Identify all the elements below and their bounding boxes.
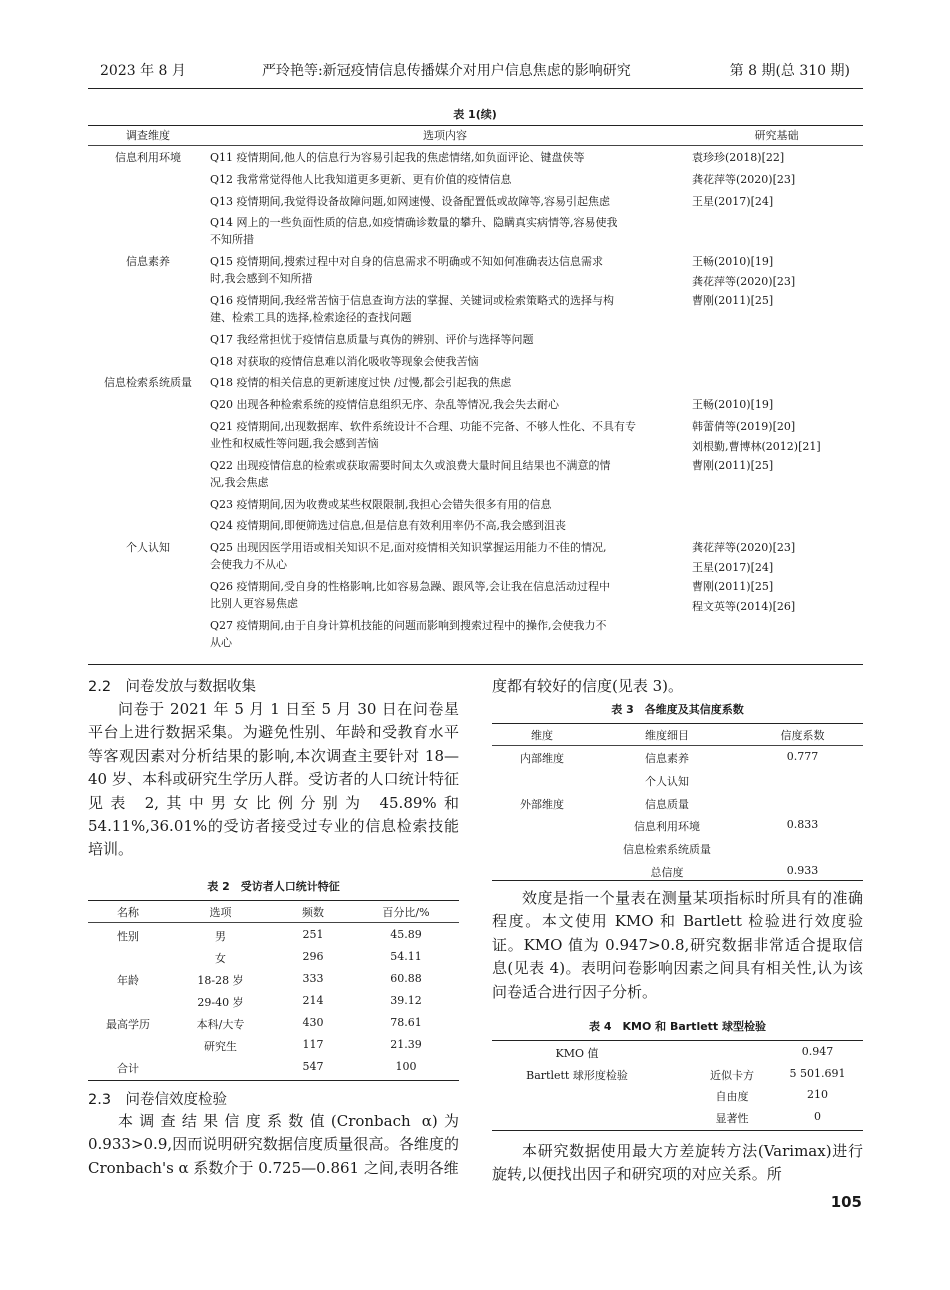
table1-dimension: 个人认知 [126, 541, 170, 555]
table1-bottom-rule [88, 664, 863, 665]
table1-item-line: Q24 疫情期间,即便筛选过信息,但是信息有效利用率仍不高,我会感到沮丧 [210, 519, 566, 533]
table1-reference: 曹刚(2011)[25] [692, 294, 774, 307]
table2-cell: 本科/大专 [196, 1018, 245, 1031]
table2-cell: 18-28 岁 [197, 974, 244, 987]
table1-item-line: 从心 [210, 635, 232, 649]
table1-reference: 王畅(2010)[19] [692, 398, 774, 412]
right-para-top-text: 度都有较好的信度(见表 3)。 [492, 677, 684, 695]
table1-item-line: Q13 疫情期间,我觉得设备故障问题,如网速慢、设备配置低或故障等,容易引起焦虑 [210, 194, 610, 208]
table2-header: 选项 [209, 906, 232, 919]
table1-top-rule [88, 125, 863, 126]
table1-caption: 表 1(续) [453, 108, 497, 121]
table1-item-line: 建、检索工具的选择,检索途径的查找问题 [210, 311, 412, 324]
right-para-bottom-text: 本研究数据使用最大方差旋转方法(Varimax)进行旋转,以便找出因子和研究项的对应关系。所 [492, 1142, 863, 1184]
table4-cell: KMO 值 [555, 1047, 599, 1060]
table1-dimension: 信息检索系统质量 [104, 376, 192, 390]
table1-dimension: 信息利用环境 [115, 151, 181, 164]
table4-cell: 显著性 [715, 1111, 749, 1125]
right-para-mid [492, 887, 863, 1004]
table1-reference: 刘根勤,曹博林(2012)[21] [692, 440, 821, 453]
table2-cell: 男 [215, 930, 226, 943]
table1-reference: 王星(2017)[24] [692, 561, 774, 575]
table2-cell: 39.12 [390, 994, 422, 1007]
table4-cell: 0 [814, 1109, 821, 1123]
table1-dimension: 信息素养 [126, 255, 170, 269]
table1-item-line: 比别人更容易焦虑 [210, 597, 298, 610]
right-para-mid-text: 效度是指一个量表在测量某项指标时所具有的准确程度。本文使用 KMO 和 Bartlett 检验进行效度验证。KMO 值为 0.947>0.8,研究数据非常适合提取信息(见表 4)。表明问卷影响因素之间具有相关性,认为该问卷适合进行因子分析。 [492, 889, 863, 1001]
table2-cell: 性别 [117, 930, 139, 943]
table1-item-line: 时,我会感到不知所措 [210, 272, 313, 286]
table2-cell: 54.11 [390, 950, 422, 963]
table3-cell: 信息检索系统质量 [623, 843, 711, 857]
table1-reference: 龚花萍等(2020)[23] [692, 541, 796, 555]
table3-cell: 信息质量 [645, 797, 689, 811]
table4-cell: 5 501.691 [789, 1066, 846, 1080]
table1-item-line: Q17 我经常担忧于疫情信息质量与真伪的辨别、评价与选择等问题 [210, 332, 534, 346]
table2-caption: 表 2 受访者人口统计特征 [207, 880, 340, 893]
section-2-3-body [88, 1110, 459, 1180]
table1-item-line: 会使我力不从心 [210, 558, 287, 572]
table3-cell: 信息素养 [645, 752, 689, 765]
table1-item-line: Q18 疫情的相关信息的更新速度过快 /过慢,都会引起我的焦虑 [210, 376, 512, 390]
table1-item-line: Q27 疫情期间,由于自身计算机技能的问题而影响到搜索过程中的操作,会使我力不 [210, 618, 607, 632]
table2-cell: 251 [302, 928, 324, 941]
table3-cell: 个人认知 [645, 774, 689, 788]
header-rule [88, 88, 863, 89]
section-2-2-title: 2.2 问卷发放与数据收集 [88, 679, 257, 695]
table4-cell: 近似卡方 [710, 1068, 754, 1082]
section-2-2-body [88, 698, 459, 862]
table2-cell: 最高学历 [106, 1018, 150, 1031]
table2-cell: 117 [302, 1038, 324, 1051]
table2-cell: 100 [395, 1060, 417, 1073]
table4-cell: Bartlett 球形度检验 [526, 1068, 628, 1082]
table1-reference: 曹刚(2011)[25] [692, 458, 774, 472]
section-2-2-paragraph: 问卷于 2021 年 5 月 1 日至 5 月 30 日在问卷星平台上进行数据采集。为避免性别、年龄和受教育水平等客观因素对分析结果的影响,本次调查主要针对 18—40 岁、本科或研究生学历人群。受访者的人口统计特征见表 2,其中男女比例分别为 45.89%和 54.11%,36.01%的受访者接受过专业的信息检索技能培训。 [88, 700, 459, 859]
table3-cell: 0.777 [786, 750, 819, 763]
table2-header: 名称 [117, 906, 139, 919]
table1-header-dimension: 调查维度 [126, 129, 170, 142]
table2-cell: 年龄 [117, 974, 139, 987]
table1-item-line: Q20 出现各种检索系统的疫情信息组织无序、杂乱等情况,我会失去耐心 [210, 398, 560, 412]
table2-header: 百分比/% [382, 906, 430, 919]
right-para-top [492, 675, 863, 698]
table4-bottom-rule [492, 1130, 863, 1131]
table1-reference: 龚花萍等(2020)[23] [692, 172, 796, 186]
table1-reference: 袁珍珍(2018)[22] [692, 151, 785, 164]
table3-header: 维度 [531, 729, 553, 742]
table1-reference: 曹刚(2011)[25] [692, 580, 774, 593]
table2-cell: 29-40 岁 [197, 996, 244, 1009]
table3-header-rule [492, 745, 863, 746]
header-title: 严玲艳等:新冠疫情信息传播媒介对用户信息焦虑的影响研究 [262, 63, 631, 79]
table3-cell: 0.833 [786, 818, 819, 832]
table1-item-line: Q25 出现因医学用语或相关知识不足,面对疫情相关知识掌握运用能力不佳的情况, [210, 541, 607, 555]
table1-item-line: Q23 疫情期间,因为收费或某些权限限制,我担心会错失很多有用的信息 [210, 497, 552, 511]
table1-header-basis: 研究基础 [754, 129, 799, 142]
table2-cell: 333 [302, 972, 324, 985]
table1-reference: 王星(2017)[24] [692, 194, 774, 208]
page-number: 105 [830, 1193, 862, 1211]
table4-caption: 表 4 KMO 和 Bartlett 球型检验 [588, 1020, 767, 1033]
table2-cell: 547 [302, 1060, 324, 1073]
table2-cell: 合计 [117, 1062, 139, 1075]
table1-reference: 韩蕾倩等(2019)[20] [692, 420, 796, 433]
table2-cell: 研究生 [204, 1040, 237, 1053]
table2-cell: 女 [215, 952, 226, 965]
table1-item-line: 况,我会焦虑 [210, 475, 269, 489]
table4-top-rule [492, 1040, 863, 1041]
table1-reference: 程文英等(2014)[26] [692, 600, 796, 613]
table2-cell: 21.39 [390, 1038, 422, 1051]
table2-cell: 214 [302, 994, 324, 1007]
table2-header-rule [88, 922, 459, 923]
section-2-3-paragraph: 本调查结果信度系数值(Cronbach α)为 0.933>0.9,因而说明研究数据信度质量很高。各维度的 Cronbach's α 系数介于 0.725—0.861 之间,表明各维 [88, 1112, 459, 1177]
table1-item-line: 业性和权威性等问题,我会感到苦恼 [210, 437, 379, 450]
table1-item-line: Q15 疫情期间,搜索过程中对自身的信息需求不明确或不知如何准确表达信息需求 [210, 255, 604, 269]
section-2-3-title: 2.3 问卷信效度检验 [88, 1092, 228, 1108]
table3-cell: 内部维度 [520, 752, 564, 765]
table1-reference: 龚花萍等(2020)[23] [692, 275, 796, 289]
table3-cell: 总信度 [650, 866, 684, 879]
table2-top-rule [88, 900, 459, 901]
table1-item-line: Q16 疫情期间,我经常苦恼于信息查询方法的掌握、关键词或检索策略式的选择与构 [210, 294, 615, 307]
table2-cell: 430 [302, 1016, 324, 1029]
table3-cell: 0.933 [786, 864, 819, 877]
table2-cell: 78.61 [390, 1016, 422, 1029]
table3-cell: 信息利用环境 [634, 820, 700, 834]
table1-item-line: Q21 疫情期间,出现数据库、软件系统设计不合理、功能不完备、不够人性化、不具有专 [210, 420, 637, 433]
table1-item-line: Q11 疫情期间,他人的信息行为容易引起我的焦虑情绪,如负面评论、键盘侠等 [210, 151, 585, 164]
table2-cell: 45.89 [390, 928, 422, 941]
table3-header: 信度系数 [780, 729, 825, 742]
table1-item-line: Q14 网上的一些负面性质的信息,如疫情确诊数量的攀升、隐瞒真实病情等,容易使我 [210, 216, 618, 230]
table2-cell: 60.88 [390, 972, 422, 985]
table2-bottom-rule [88, 1080, 459, 1081]
table1-item-line: Q26 疫情期间,受自身的性格影响,比如容易急躁、跟风等,会让我在信息活动过程中 [210, 580, 610, 593]
table1-header-content: 选项内容 [423, 129, 467, 142]
header-issue: 第 8 期(总 310 期) [729, 63, 850, 79]
table1-reference: 王畅(2010)[19] [692, 255, 774, 269]
table1-item-line: Q22 出现疫情信息的检索或获取需要时间太久或浪费大量时间且结果也不满意的情 [210, 458, 611, 472]
header-date: 2023 年 8 月 [100, 63, 186, 79]
table3-header: 维度细目 [645, 729, 689, 742]
table3-top-rule [492, 723, 863, 724]
table1-item-line: Q18 对获取的疫情信息难以消化吸收等现象会使我苦恼 [210, 354, 479, 368]
table4-cell: 210 [807, 1088, 828, 1101]
table3-bottom-rule [492, 880, 863, 881]
table3-caption: 表 3 各维度及其信度系数 [611, 703, 744, 716]
table4-cell: 自由度 [715, 1090, 749, 1103]
table1-item-line: Q12 我常常觉得他人比我知道更多更新、更有价值的疫情信息 [210, 172, 512, 186]
table2-header: 频数 [302, 906, 324, 919]
table4-cell: 0.947 [801, 1045, 834, 1058]
table1-item-line: 不知所措 [210, 233, 254, 247]
right-para-bottom [492, 1140, 863, 1187]
table2-cell: 296 [302, 950, 324, 963]
table3-cell: 外部维度 [520, 797, 564, 811]
table1-header-rule [88, 145, 863, 146]
